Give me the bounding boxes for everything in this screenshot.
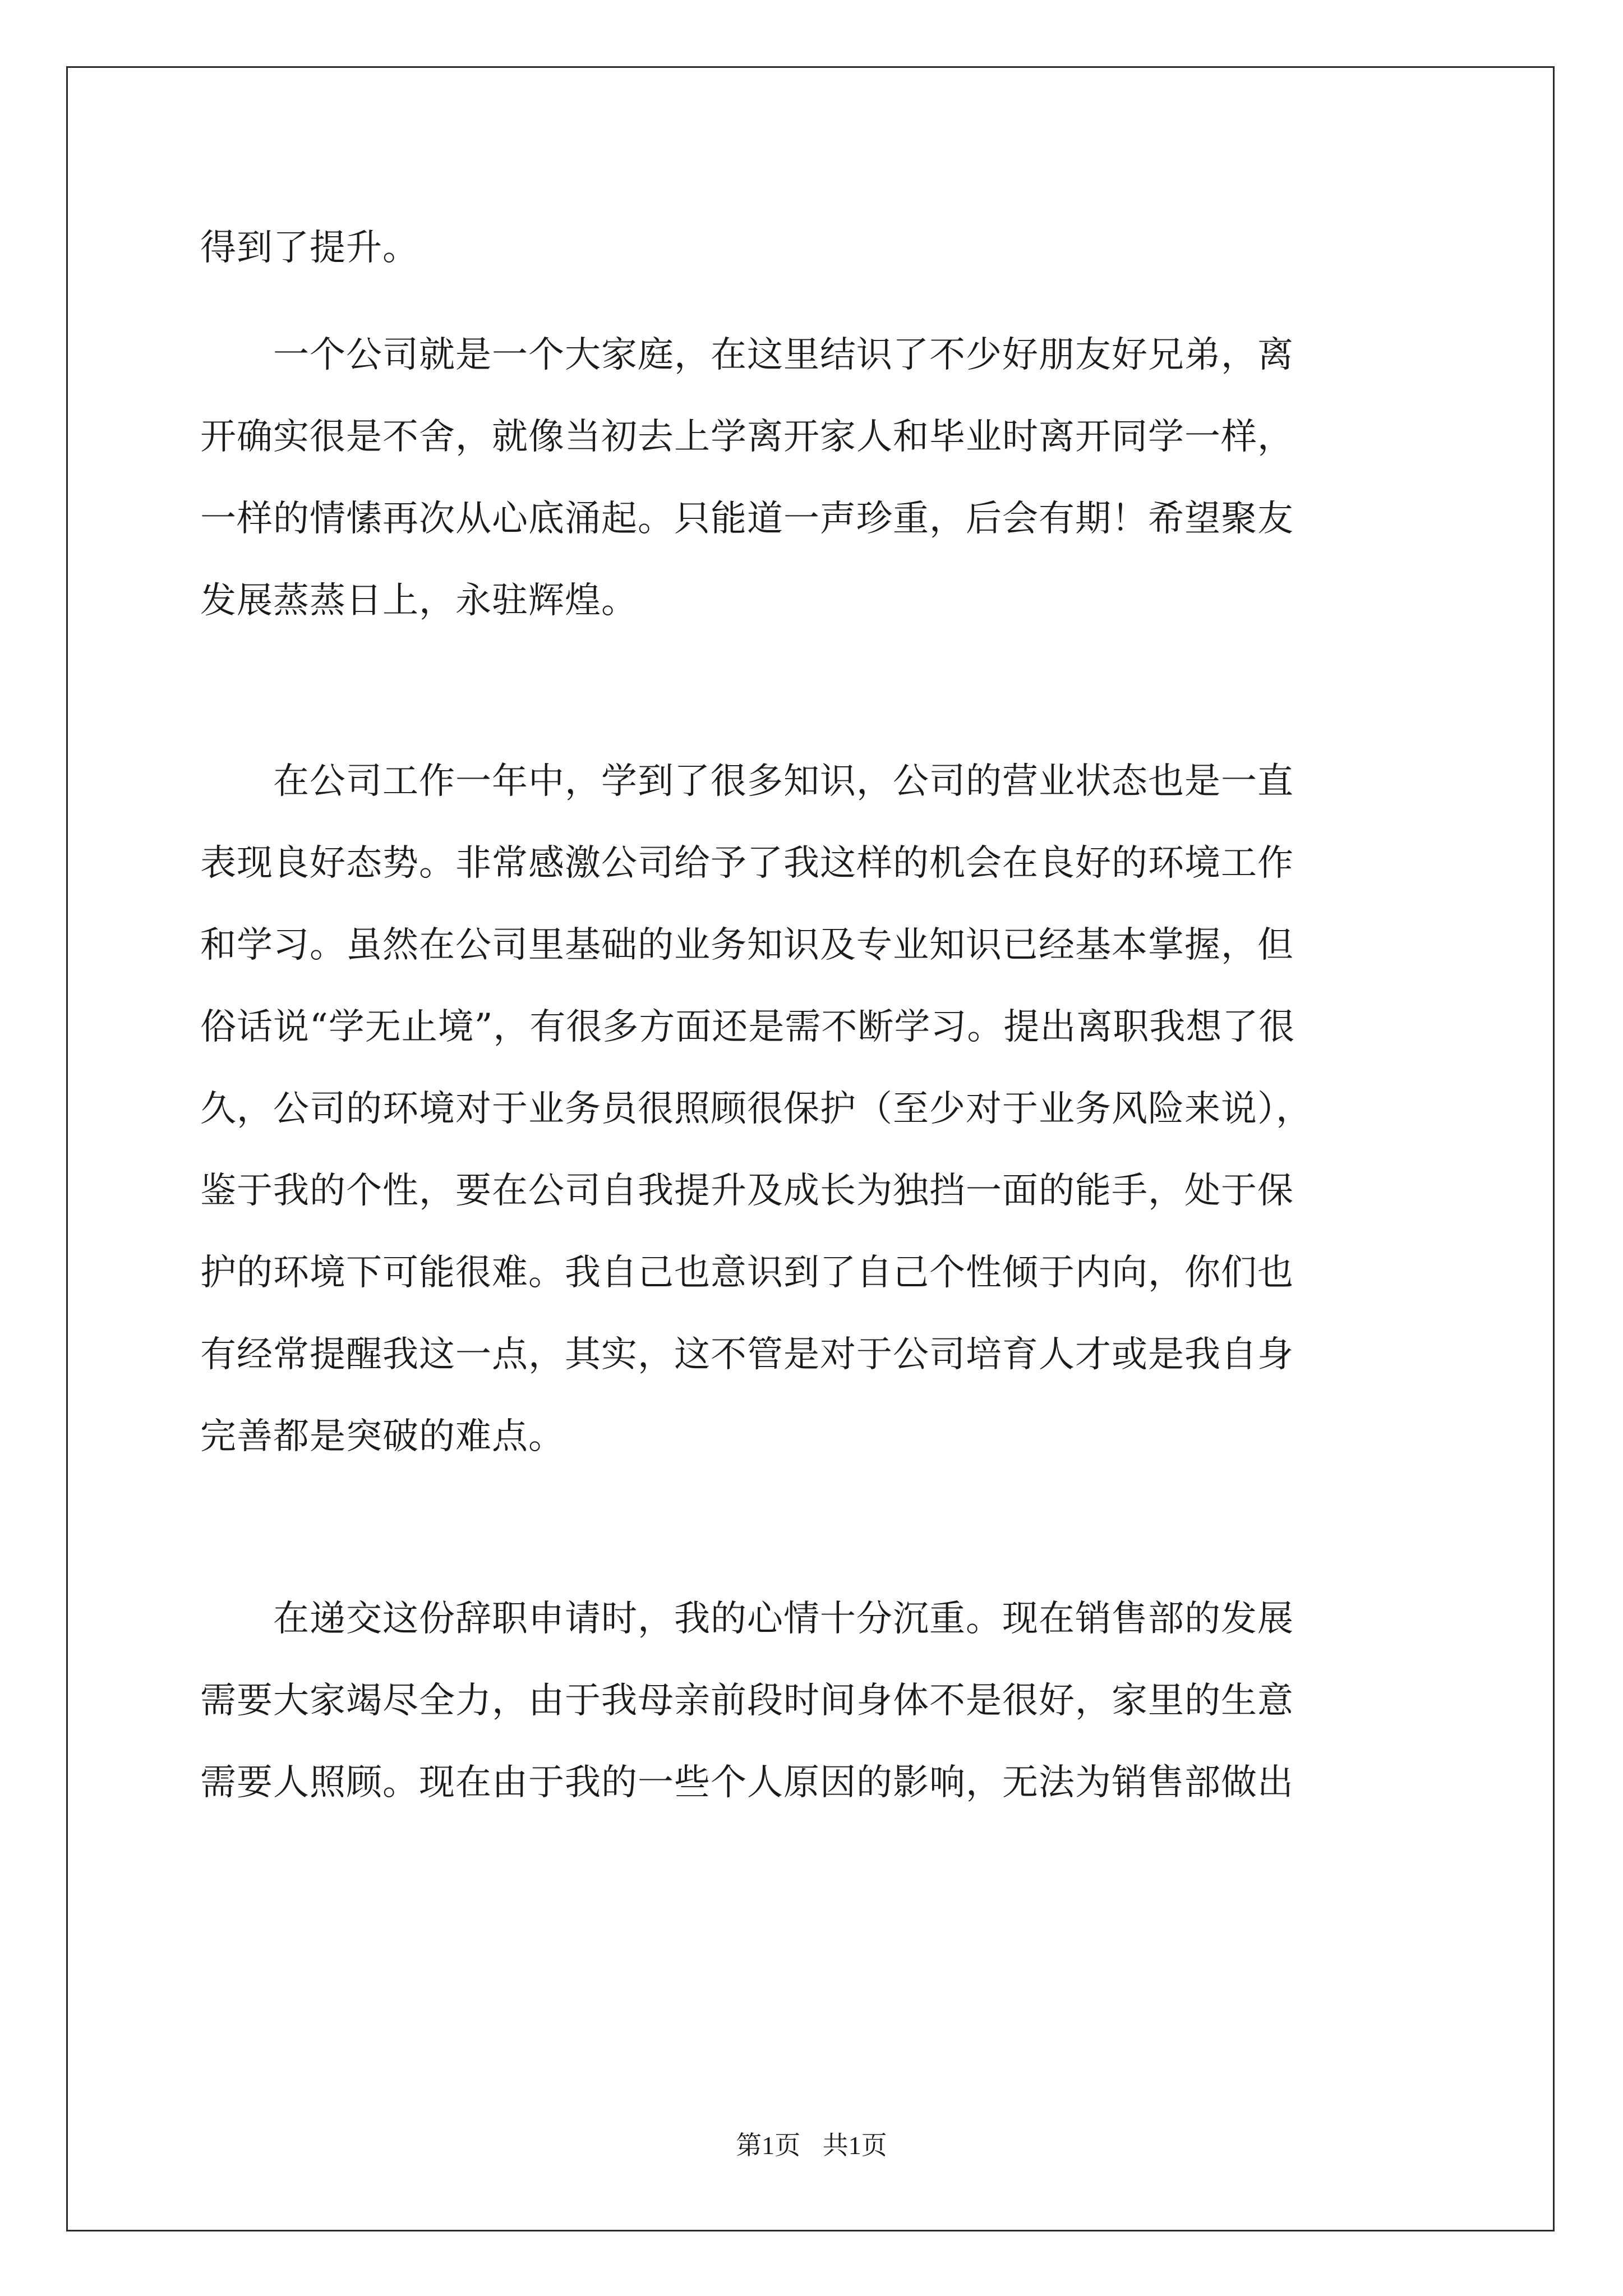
text-line: 护的环境下可能很难。我自己也意识到了自己个性倾于内向，你们也: [200, 1252, 1294, 1294]
text-line: 和学习。虽然在公司里基础的业务知识及专业知识已经基本掌握，但: [200, 924, 1294, 966]
page-total: 共1页: [822, 2131, 887, 2160]
text-line: 表现良好态势。非常感激公司给予了我这样的机会在良好的环境工作: [200, 843, 1294, 884]
text-line: 在递交这份辞职申请时，我的心情十分沉重。现在销售部的发展: [200, 1598, 1294, 1640]
text-line: 在公司工作一年中，学到了很多知识，公司的营业状态也是一直: [200, 761, 1294, 802]
text-line: 得到了提升。: [200, 227, 419, 269]
text-line: 需要人照顾。现在由于我的一些个人原因的影响，无法为销售部做出: [200, 1762, 1294, 1803]
text-line: 完善都是突破的难点。: [200, 1416, 565, 1457]
text-line: 需要大家竭尽全力，由于我母亲前段时间身体不是很好，家里的生意: [200, 1680, 1294, 1722]
text-line: 久，公司的环境对于业务员很照顾很保护（至少对于业务风险来说），: [200, 1088, 1312, 1130]
text-line: 发展蒸蒸日上，永驻辉煌。: [200, 580, 638, 622]
text-line: 开确实很是不舍，就像当初去上学离开家人和毕业时离开同学一样，: [200, 416, 1294, 458]
page-footer: [0, 2126, 1623, 2165]
text-line: 俗话说“学无止境”，有很多方面还是需不断学习。提出离职我想了很: [200, 1006, 1295, 1048]
text-line: 一样的情愫再次从心底涌起。只能道一声珍重，后会有期！希望聚友: [200, 498, 1294, 540]
page-border: [66, 66, 1555, 2231]
page-number: 第1页: [736, 2131, 801, 2160]
text-line: 一个公司就是一个大家庭，在这里结识了不少好朋友好兄弟，离: [200, 334, 1294, 376]
text-line: 有经常提醒我这一点，其实，这不管是对于公司培育人才或是我自身: [200, 1334, 1294, 1375]
text-line: 鉴于我的个性，要在公司自我提升及成长为独挡一面的能手，处于保: [200, 1170, 1294, 1212]
